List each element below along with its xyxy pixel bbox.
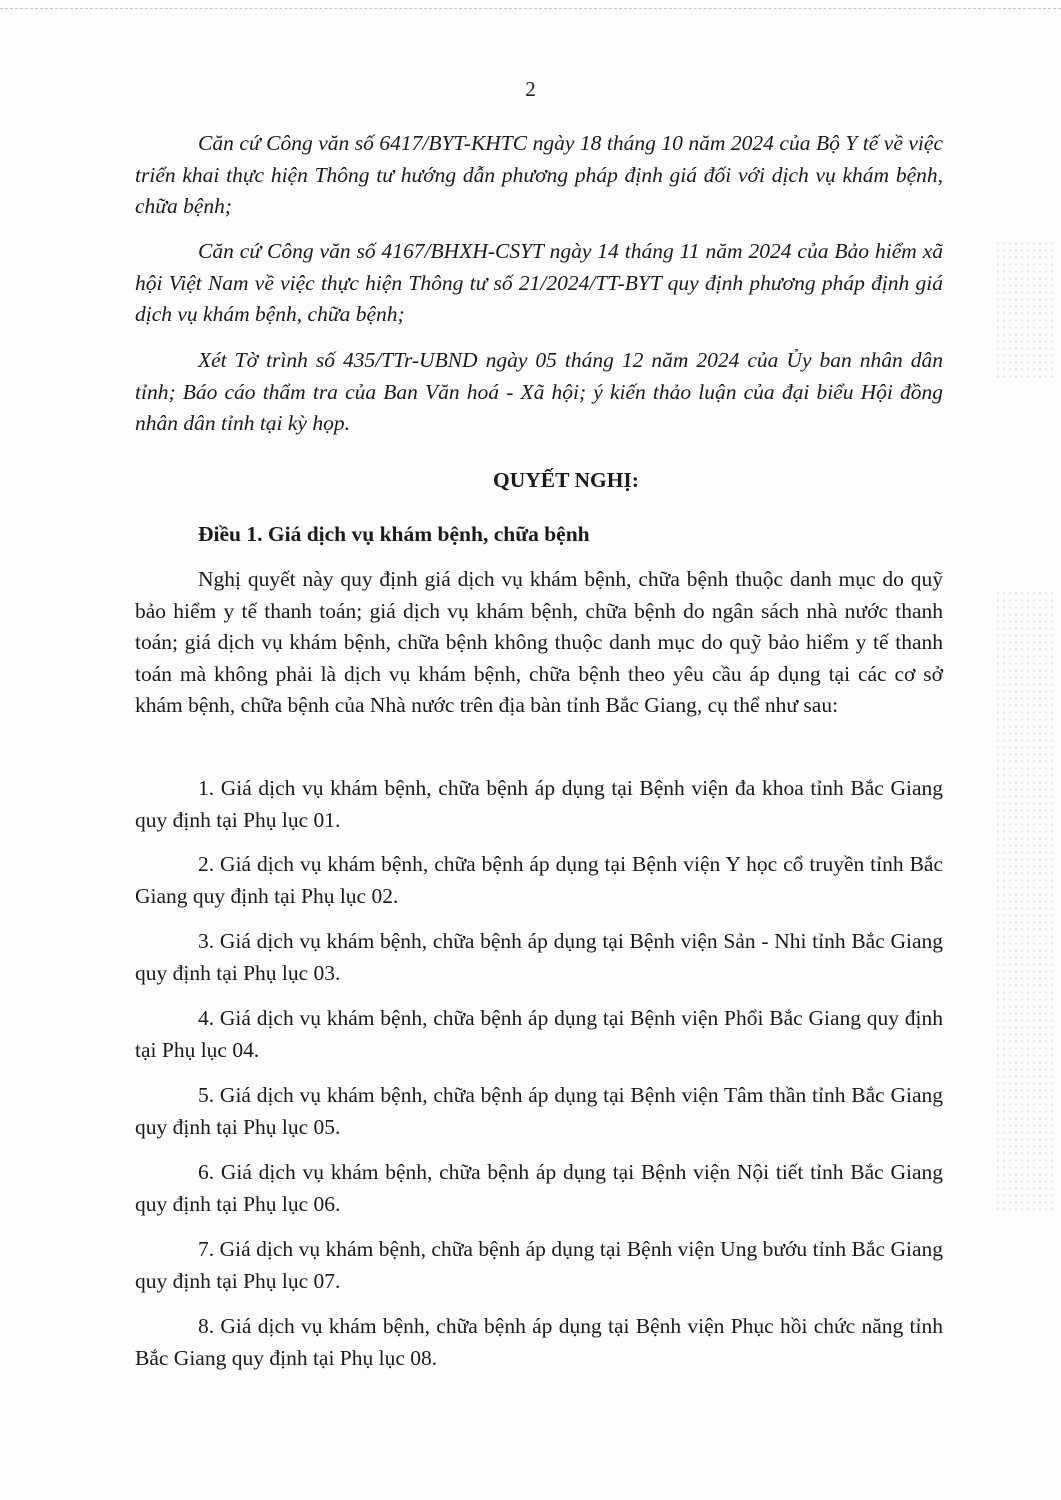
preamble-paragraph: Căn cứ Công văn số 6417/BYT-KHTC ngày 18 tháng 10 năm 2024 của Bộ Y tế về việc triển khai thực hiện Thông tư hướng dẫn phương pháp định giá đối với dịch vụ khám bệnh, chữa bệnh; xyxy=(135,131,943,218)
article-heading: Điều 1. Giá dịch vụ khám bệnh, chữa bệnh xyxy=(198,522,590,546)
scan-edge-line xyxy=(0,8,1061,9)
article-item: 2. Giá dịch vụ khám bệnh, chữa bệnh áp dụng tại Bệnh viện Y học cổ truyền tỉnh Bắc Giang quy định tại Phụ lục 02. xyxy=(135,852,943,908)
preamble-paragraph: Xét Tờ trình số 435/TTr-UBND ngày 05 tháng 12 năm 2024 của Ủy ban nhân dân tỉnh; Báo cáo thẩm tra của Ban Văn hoá - Xã hội; ý kiến thảo luận của đại biểu Hội đồng nhân dân tỉnh tại kỳ họp. xyxy=(135,348,943,435)
article-item: 6. Giá dịch vụ khám bệnh, chữa bệnh áp dụng tại Bệnh viện Nội tiết tỉnh Bắc Giang quy định tại Phụ lục 06. xyxy=(135,1160,943,1216)
article-item: 1. Giá dịch vụ khám bệnh, chữa bệnh áp dụng tại Bệnh viện đa khoa tỉnh Bắc Giang quy định tại Phụ lục 01. xyxy=(135,776,943,832)
preamble-paragraph: Căn cứ Công văn số 4167/BHXH-CSYT ngày 14 tháng 11 năm 2024 của Bảo hiểm xã hội Việt Nam về việc thực hiện Thông tư số 21/2024/TT-BYT quy định phương pháp định giá dịch vụ khám bệnh, chữa bệnh; xyxy=(135,239,943,326)
page-number: 2 xyxy=(525,77,536,101)
resolution-heading: QUYẾT NGHỊ: xyxy=(493,468,639,492)
article-item: 3. Giá dịch vụ khám bệnh, chữa bệnh áp dụng tại Bệnh viện Sản - Nhi tỉnh Bắc Giang quy định tại Phụ lục 03. xyxy=(135,929,943,985)
article-item: 7. Giá dịch vụ khám bệnh, chữa bệnh áp dụng tại Bệnh viện Ung bướu tỉnh Bắc Giang quy định tại Phụ lục 07. xyxy=(135,1237,943,1293)
scan-noise xyxy=(995,590,1057,1210)
article-item: 8. Giá dịch vụ khám bệnh, chữa bệnh áp dụng tại Bệnh viện Phục hồi chức năng tỉnh Bắc Giang quy định tại Phụ lục 08. xyxy=(135,1314,943,1370)
scan-noise xyxy=(995,240,1057,380)
article-item: 4. Giá dịch vụ khám bệnh, chữa bệnh áp dụng tại Bệnh viện Phổi Bắc Giang quy định tại Phụ lục 04. xyxy=(135,1006,943,1062)
article-item: 5. Giá dịch vụ khám bệnh, chữa bệnh áp dụng tại Bệnh viện Tâm thần tỉnh Bắc Giang quy định tại Phụ lục 05. xyxy=(135,1083,943,1139)
article-intro: Nghị quyết này quy định giá dịch vụ khám bệnh, chữa bệnh thuộc danh mục do quỹ bảo hiểm y tế thanh toán; giá dịch vụ khám bệnh, chữa bệnh do ngân sách nhà nước thanh toán; giá dịch vụ khám bệnh, chữa bệnh không thuộc danh mục do quỹ bảo hiểm y tế thanh toán mà không phải là dịch vụ khám bệnh, chữa bệnh theo yêu cầu áp dụng tại các cơ sở khám bệnh, chữa bệnh của Nhà nước trên địa bàn tỉnh Bắc Giang, cụ thể như sau: xyxy=(135,567,943,717)
